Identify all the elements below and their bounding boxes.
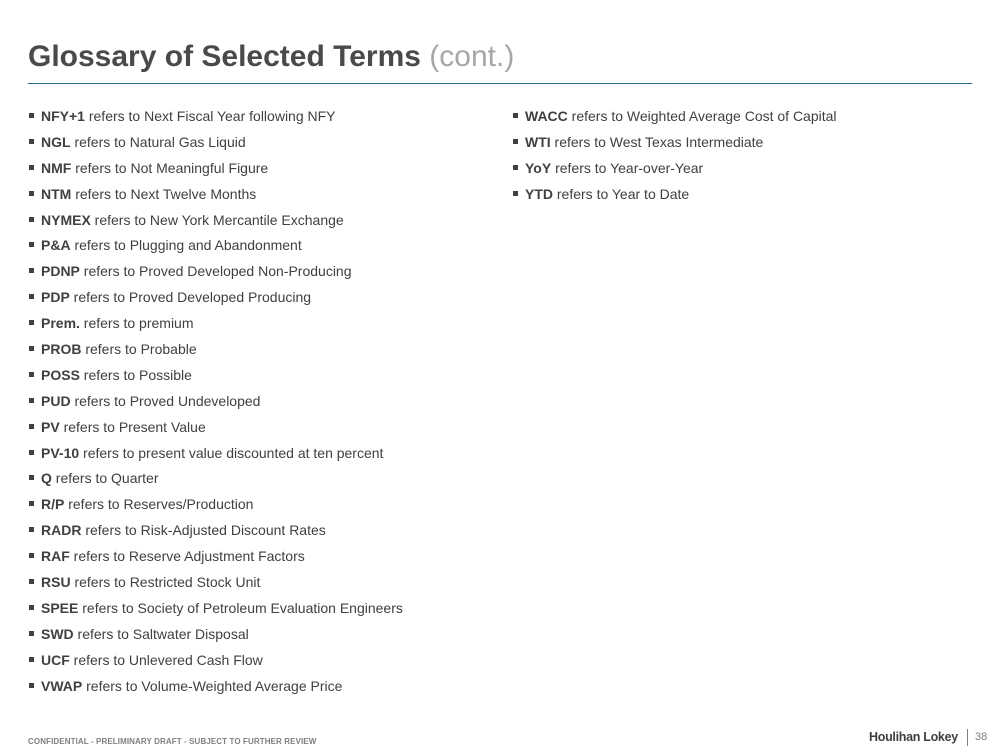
square-bullet-icon (29, 113, 34, 118)
glossary-item (28, 183, 498, 209)
glossary-term: VWAP (41, 677, 83, 694)
glossary-term: UCF (41, 651, 70, 668)
title-divider (28, 83, 972, 84)
glossary-term: PV-10 (41, 444, 80, 461)
glossary-entry (41, 105, 336, 127)
glossary-definition: refers to Not Meaningful Figure (71, 159, 269, 176)
glossary-entry (41, 649, 263, 671)
glossary-entry (525, 105, 837, 127)
glossary-entry (41, 519, 326, 541)
glossary-definition: refers to Reserves/Production (64, 496, 254, 513)
square-bullet-icon (29, 346, 34, 351)
square-bullet-icon (29, 191, 34, 196)
glossary-entry (41, 312, 194, 334)
glossary-column-right (512, 105, 972, 209)
glossary-item (28, 234, 498, 260)
glossary-entry (41, 597, 403, 619)
page-title-suffix: (cont.) (429, 40, 515, 73)
glossary-item (28, 623, 498, 649)
square-bullet-icon (29, 553, 34, 558)
glossary-definition: refers to Next Fiscal Year following NFY (84, 108, 336, 124)
glossary-term: YoY (525, 159, 552, 176)
glossary-entry (41, 571, 260, 593)
glossary-entry (525, 183, 689, 205)
glossary-definition: refers to premium (79, 315, 194, 332)
glossary-term: POSS (41, 366, 80, 383)
square-bullet-icon (29, 475, 34, 480)
glossary-definition: refers to Present Value (59, 418, 206, 435)
glossary-term: SWD (41, 625, 74, 642)
glossary-item (28, 390, 498, 416)
glossary-column-left (28, 105, 498, 700)
square-bullet-icon (29, 605, 34, 610)
glossary-term: NGL (41, 133, 71, 150)
glossary-term: PUD (41, 392, 71, 409)
glossary-definition: refers to Proved Developed Non-Producing (79, 263, 352, 280)
glossary-item (512, 131, 972, 157)
glossary-definition: refers to present value discounted at ten percent (79, 444, 384, 461)
square-bullet-icon (29, 165, 34, 170)
glossary-term: Q (41, 470, 52, 487)
glossary-definition: refers to West Texas Intermediate (550, 133, 764, 150)
glossary-entry (41, 234, 302, 256)
glossary-term: PDP (41, 289, 70, 306)
square-bullet-icon (29, 268, 34, 273)
square-bullet-icon (29, 527, 34, 532)
square-bullet-icon (29, 139, 34, 144)
glossary-item (28, 545, 498, 571)
glossary-entry (41, 416, 206, 438)
glossary-item (512, 183, 972, 209)
brand-logo-text: Houlihan Lokey (869, 730, 958, 744)
glossary-item (512, 157, 972, 183)
glossary-definition: refers to Society of Petroleum Evaluation Engineers (78, 599, 403, 616)
square-bullet-icon (29, 657, 34, 662)
glossary-term: RADR (41, 522, 82, 539)
glossary-definition: refers to Restricted Stock Unit (70, 574, 261, 591)
glossary-definition: refers to Proved Undeveloped (70, 392, 261, 409)
glossary-item (28, 105, 498, 131)
glossary-item (28, 157, 498, 183)
square-bullet-icon (29, 320, 34, 325)
square-bullet-icon (513, 191, 518, 196)
glossary-term: Prem. (41, 315, 80, 332)
glossary-definition: refers to New York Mercantile Exchange (90, 211, 344, 228)
glossary-item (28, 442, 498, 468)
glossary-entry (41, 260, 352, 282)
footer-divider (967, 729, 968, 746)
glossary-entry (41, 131, 246, 153)
glossary-term: SPEE (41, 599, 79, 616)
glossary-definition: refers to Saltwater Disposal (73, 625, 249, 642)
square-bullet-icon (513, 165, 518, 170)
glossary-entry (41, 390, 260, 412)
glossary-item (28, 519, 498, 545)
square-bullet-icon (29, 398, 34, 403)
square-bullet-icon (29, 579, 34, 584)
glossary-item (28, 312, 498, 338)
glossary-definition: refers to Weighted Average Cost of Capital (567, 108, 837, 124)
glossary-item (28, 364, 498, 390)
glossary-item (28, 286, 498, 312)
page-number: 38 (975, 731, 988, 743)
glossary-definition: refers to Quarter (51, 470, 159, 487)
glossary-item (28, 209, 498, 235)
page-title (28, 40, 514, 74)
glossary-item (28, 260, 498, 286)
glossary-term: PROB (41, 341, 82, 358)
square-bullet-icon (29, 450, 34, 455)
glossary-definition: refers to Unlevered Cash Flow (69, 651, 263, 668)
glossary-definition: refers to Risk-Adjusted Discount Rates (81, 522, 326, 539)
glossary-definition: refers to Year-over-Year (551, 159, 704, 176)
glossary-definition: refers to Plugging and Abandonment (70, 237, 302, 254)
square-bullet-icon (29, 294, 34, 299)
square-bullet-icon (29, 242, 34, 247)
glossary-entry (525, 131, 763, 153)
glossary-entry (41, 675, 342, 697)
glossary-entry (525, 157, 703, 179)
glossary-item (28, 467, 498, 493)
glossary-entry (41, 183, 256, 205)
square-bullet-icon (513, 139, 518, 144)
glossary-term: WACC (525, 108, 568, 124)
glossary-entry (41, 286, 311, 308)
glossary-term: NYMEX (41, 211, 91, 228)
glossary-entry (41, 467, 158, 489)
glossary-entry (41, 545, 305, 567)
glossary-item (28, 131, 498, 157)
glossary-entry (41, 157, 268, 179)
square-bullet-icon (513, 113, 518, 118)
square-bullet-icon (29, 501, 34, 506)
glossary-term: YTD (525, 185, 553, 202)
glossary-definition: refers to Reserve Adjustment Factors (69, 548, 305, 565)
glossary-definition: refers to Proved Developed Producing (69, 289, 312, 306)
glossary-term: NMF (41, 159, 72, 176)
glossary-entry (41, 623, 249, 645)
square-bullet-icon (29, 683, 34, 688)
glossary-term: R/P (41, 496, 65, 513)
glossary-definition: refers to Natural Gas Liquid (70, 133, 246, 150)
glossary-definition: refers to Probable (81, 341, 197, 358)
glossary-entry (41, 338, 197, 360)
glossary-item (512, 105, 972, 131)
glossary-item (28, 597, 498, 623)
glossary-term: NFY+1 (41, 108, 85, 124)
glossary-term: RSU (41, 574, 71, 591)
square-bullet-icon (29, 372, 34, 377)
glossary-item (28, 416, 498, 442)
page-title-main: Glossary of Selected Terms (28, 40, 421, 73)
glossary-term: P&A (41, 237, 71, 254)
glossary-term: WTI (525, 133, 551, 150)
glossary-entry (41, 442, 383, 464)
glossary-term: PV (41, 418, 60, 435)
glossary-entry (41, 493, 253, 515)
glossary-term: PDNP (41, 263, 80, 280)
glossary-item (28, 571, 498, 597)
glossary-definition: refers to Year to Date (553, 185, 690, 202)
glossary-item (28, 338, 498, 364)
glossary-definition: refers to Possible (79, 366, 192, 383)
glossary-item (28, 649, 498, 675)
square-bullet-icon (29, 424, 34, 429)
glossary-definition: refers to Next Twelve Months (71, 185, 257, 202)
glossary-entry (41, 209, 344, 231)
glossary-definition: refers to Volume-Weighted Average Price (82, 677, 343, 694)
glossary-term: RAF (41, 548, 70, 565)
confidential-notice: CONFIDENTIAL - PRELIMINARY DRAFT - SUBJECT TO FURTHER REVIEW (28, 737, 317, 746)
glossary-item (28, 675, 498, 701)
square-bullet-icon (29, 217, 34, 222)
square-bullet-icon (29, 631, 34, 636)
glossary-entry (41, 364, 192, 386)
glossary-item (28, 493, 498, 519)
glossary-term: NTM (41, 185, 72, 202)
